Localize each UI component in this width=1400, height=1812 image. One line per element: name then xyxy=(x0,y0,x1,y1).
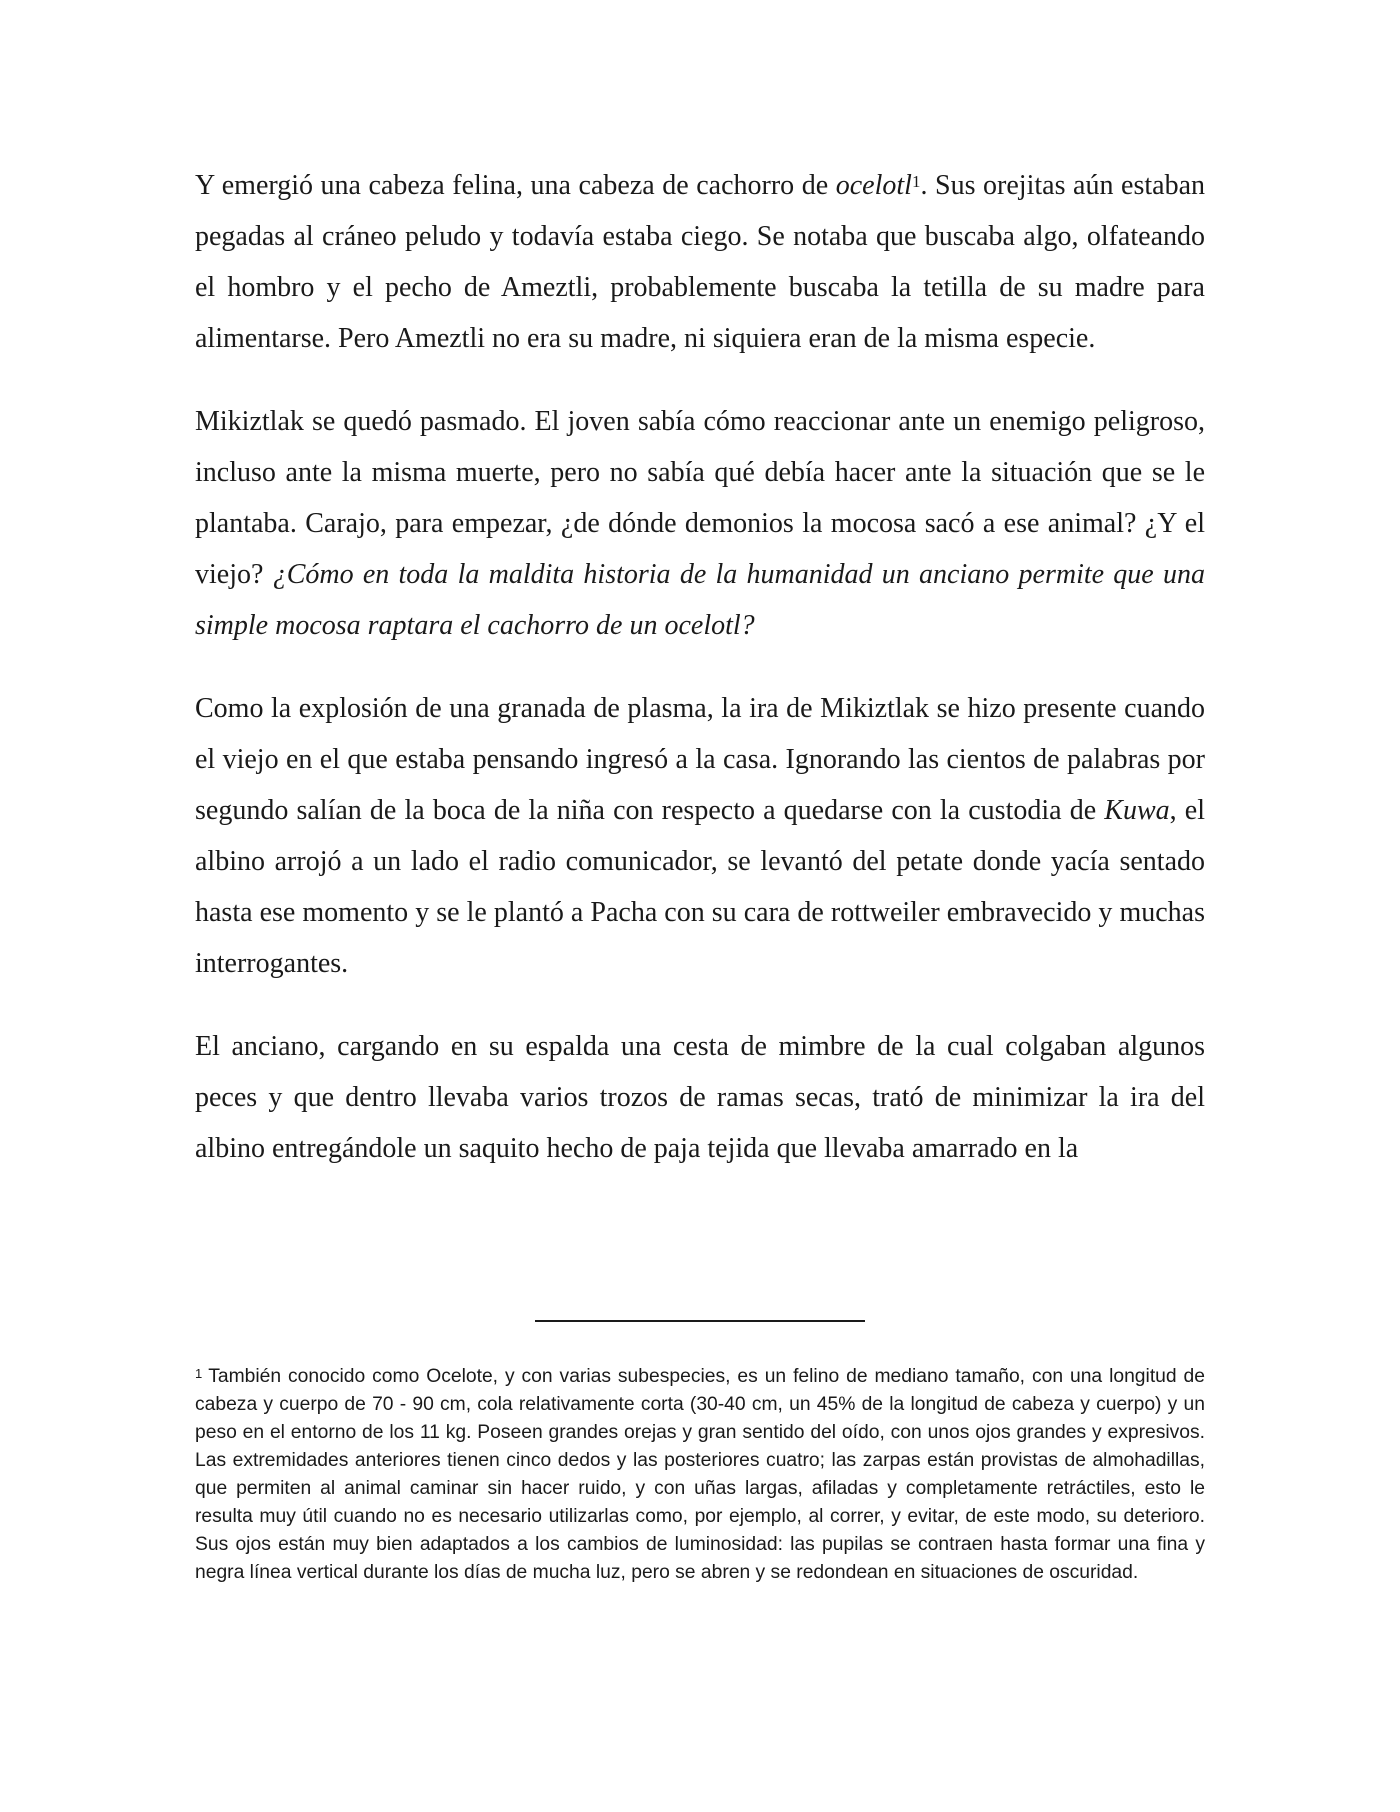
footnote-mark: 1 xyxy=(195,1366,203,1381)
paragraph-3 xyxy=(195,683,1205,989)
footnote-text: También conocido como Ocelote, y con varias subespecies, es un felino de mediano tamaño, con una longitud de cabeza y cuerpo de 70 - 90 cm, cola relativamente corta (30-40 cm, un 45% de la longitud de cabeza y cuerpo) y un peso en el entorno de los 11 kg. Poseen grandes orejas y gran sentido del oído, con unos ojos grandes y expresivos. Las extremidades anteriores tienen cinco dedos y las posteriores cuatro; las zarpas están provistas de almohadillas, que permiten al animal caminar sin hacer ruido, y con uñas largas, afiladas y completamente retráctiles, esto le resulta muy útil cuando no es necesario utilizarlas como, por ejemplo, al correr, y evitar, de este modo, su deterioro. Sus ojos están muy bien adaptados a los cambios de luminosidad: las pupilas se contraen hasta formar una fina y negra línea vertical durante los días de mucha luz, pero se abren y se redondean en situaciones de oscuridad. xyxy=(195,1366,1205,1583)
paragraph-2 xyxy=(195,396,1205,651)
paragraph-3-text-a: Como la explosión de una granada de plasma, la ira de Mikiztlak se hizo presente cuando el viejo en el que estaba pensando ingresó a la casa. Ignorando las cientos de palabras por segundo salían de la boca de la niña con respecto a quedarse con la custodia de xyxy=(195,693,1205,826)
paragraph-1-text-a: Y emergió una cabeza felina, una cabeza de cachorro de xyxy=(195,170,836,201)
paragraph-3-italic-kuwa: Kuwa xyxy=(1104,795,1170,826)
paragraph-3-text-b: , el albino arrojó a un lado el radio comunicador, se levantó del petate donde yacía sentado hasta ese momento y se le plantó a Pacha con su cara de rottweiler embravecido y muchas interrogantes. xyxy=(195,795,1205,979)
paragraph-1 xyxy=(195,160,1205,364)
paragraph-4-text-a: El anciano, cargando en su espalda una cesta de mimbre de la cual colgaban algunos peces y que dentro llevaba varios trozos de ramas secas, trató de minimizar la ira del albino entregándole un saquito hecho de paja tejida que llevaba amarrado en la xyxy=(195,1031,1205,1164)
document-body xyxy=(195,160,1205,1174)
footnote-reference[interactable]: 1 xyxy=(911,172,921,191)
footnote-separator xyxy=(535,1320,865,1322)
paragraph-2-text-a: Mikiztlak se quedó pasmado. El joven sabía cómo reaccionar ante un enemigo peligroso, incluso ante la misma muerte, pero no sabía qué debía hacer ante la situación que se le plantaba. Carajo, para empezar, ¿de dónde demonios la mocosa sacó a ese animal? ¿Y el viejo? xyxy=(195,406,1205,590)
paragraph-1-text-b: . Sus orejitas aún estaban pegadas al cráneo peludo y todavía estaba ciego. Se notaba que buscaba algo, olfateando el hombro y el pecho de Ameztli, probablemente buscaba la tetilla de su madre para alimentarse. Pero Ameztli no era su madre, ni siquiera eran de la misma especie. xyxy=(195,170,1205,354)
footnote xyxy=(195,1363,1205,1587)
paragraph-2-italic-thought: ¿Cómo en toda la maldita historia de la humanidad un anciano permite que una simple mocosa raptara el cachorro de un ocelotl? xyxy=(195,559,1205,641)
paragraph-1-italic-ocelotl: ocelotl xyxy=(835,170,912,201)
paragraph-4 xyxy=(195,1021,1205,1174)
